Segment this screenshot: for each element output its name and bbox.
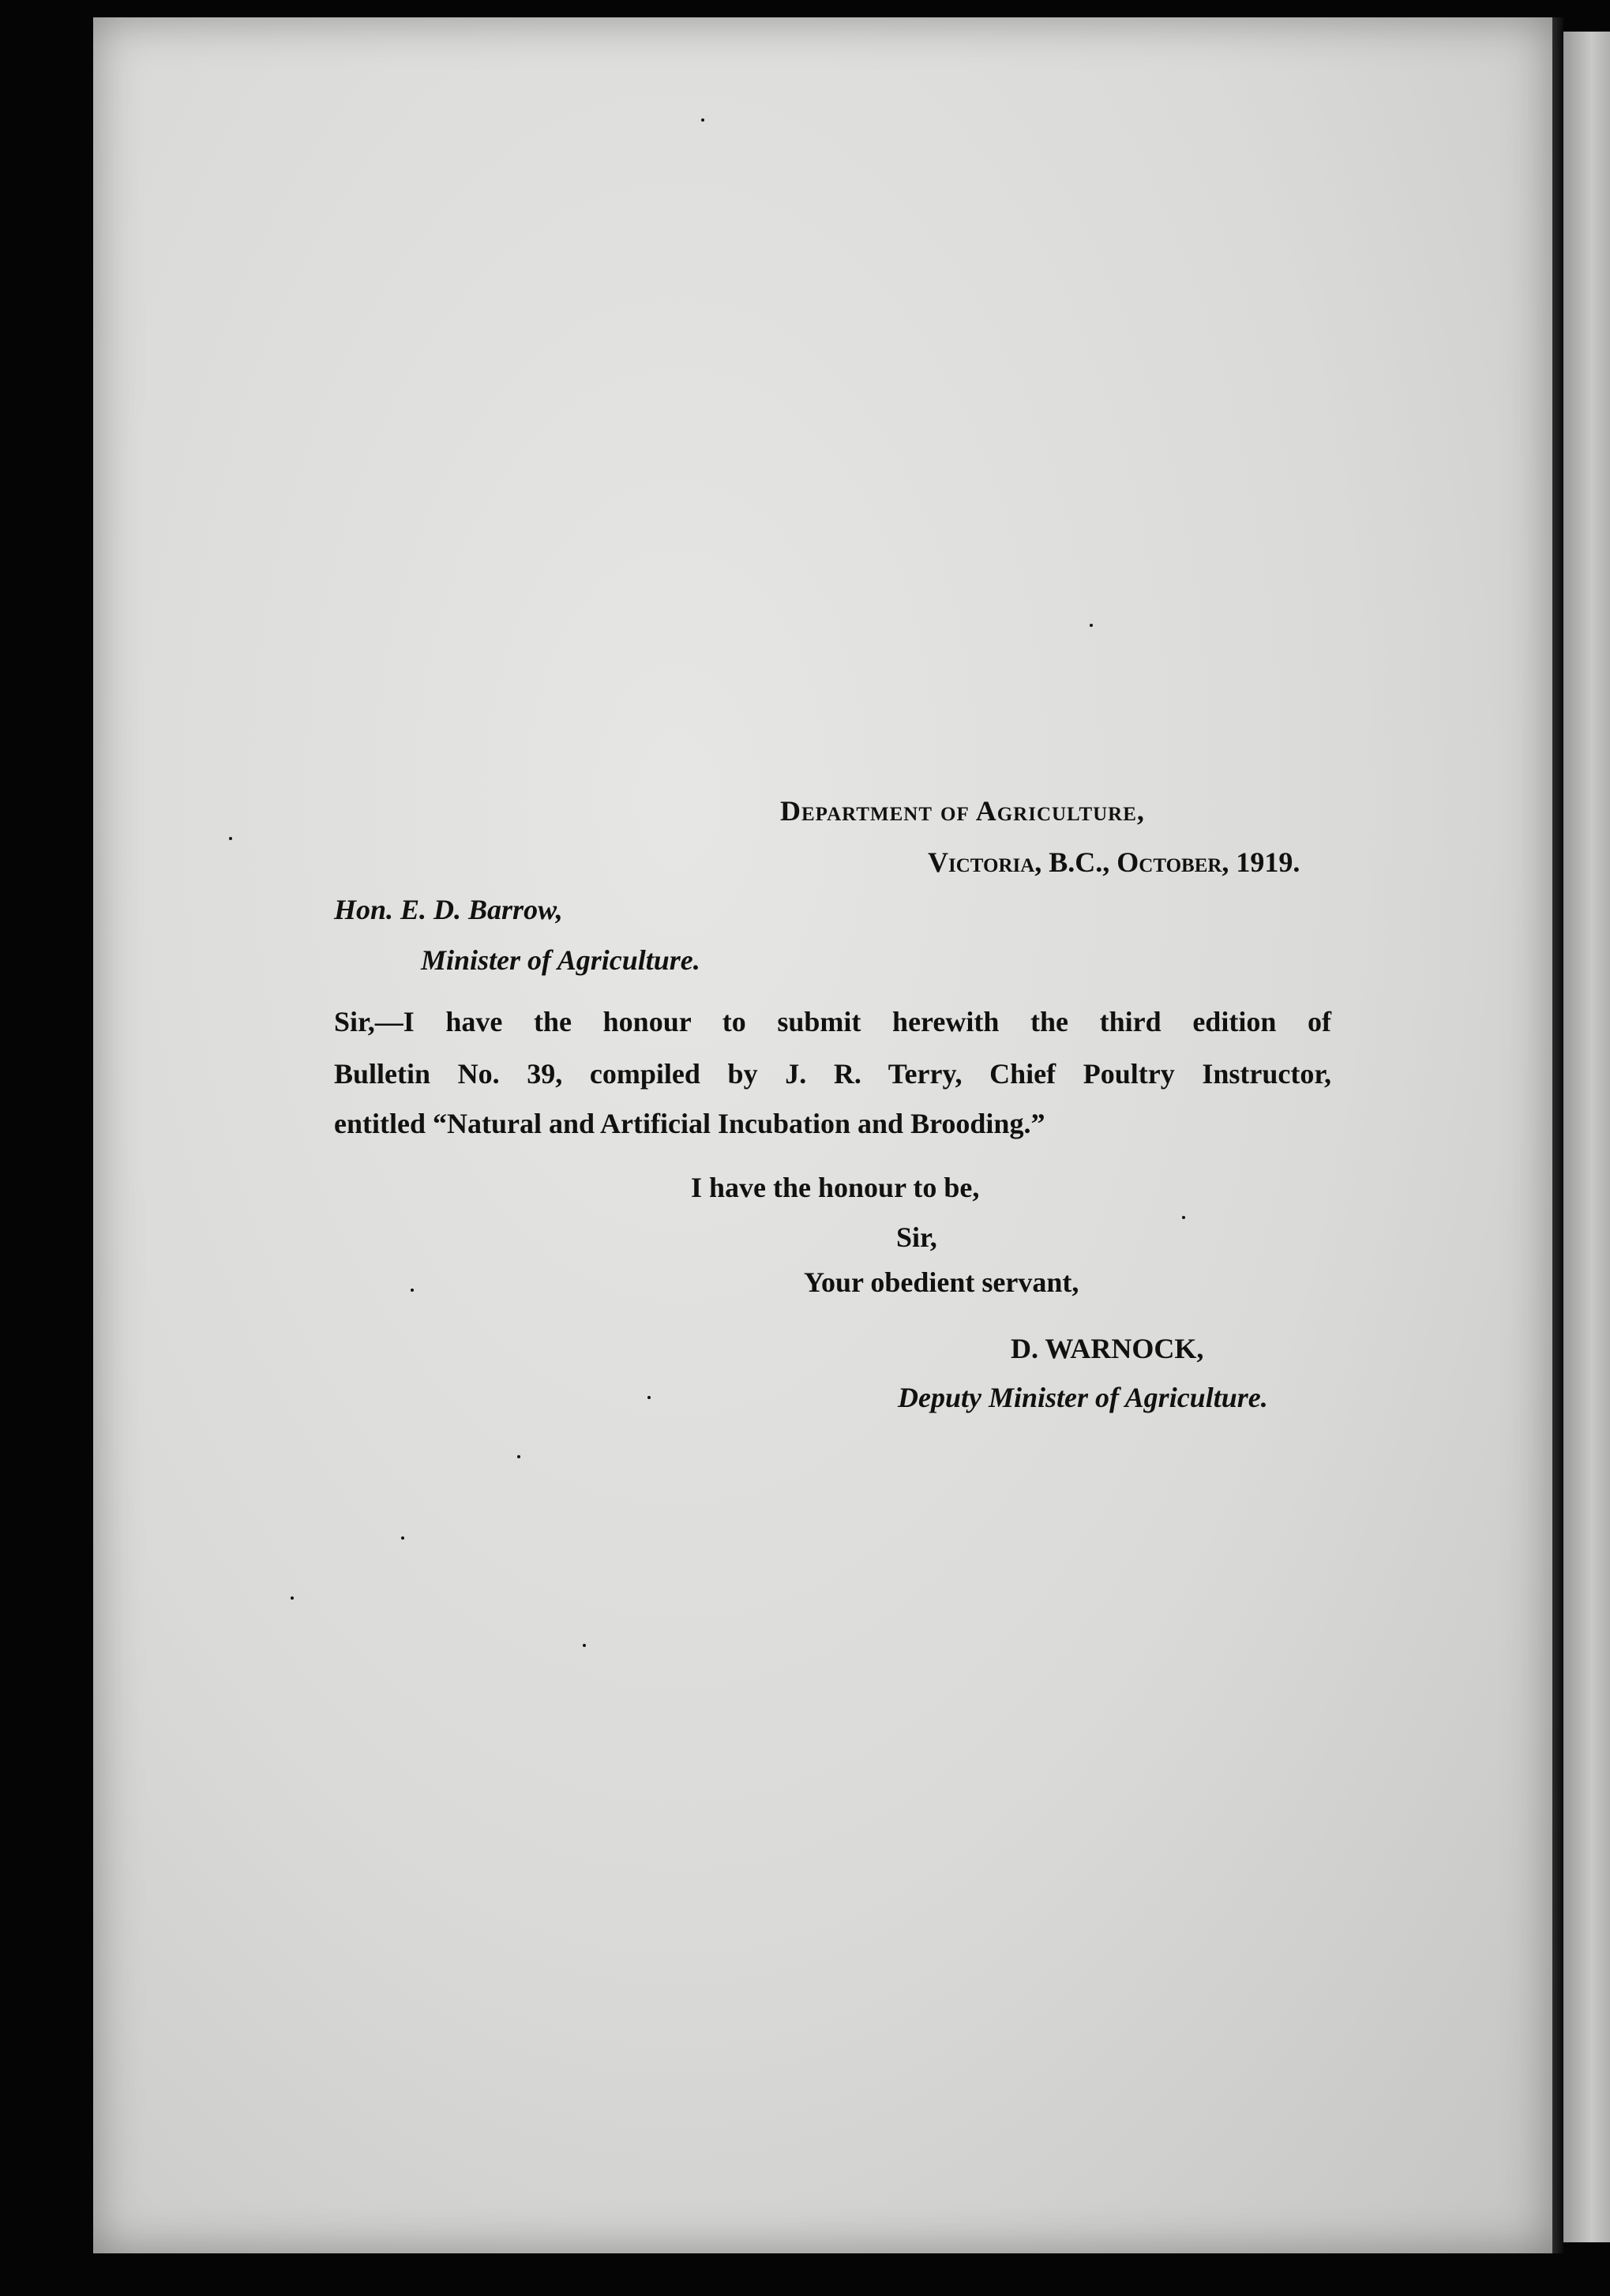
closing-line-1: I have the honour to be, bbox=[691, 1172, 980, 1203]
body-line-2: Bulletin No. 39, compiled by J. R. Terry, Chief Poultry Instructor, bbox=[334, 1058, 1331, 1090]
adjacent-page-strip bbox=[1563, 32, 1610, 2242]
scan-speck bbox=[517, 1455, 520, 1458]
scan-speck bbox=[1090, 624, 1093, 627]
scan-speck bbox=[411, 1289, 414, 1292]
scan-speck bbox=[401, 1536, 404, 1540]
closing-line-3: Your obedient servant, bbox=[804, 1266, 1079, 1298]
signature-name: D. WARNOCK, bbox=[1011, 1333, 1204, 1364]
heading-department: Department of Agriculture, bbox=[780, 795, 1145, 827]
addressee-title: Minister of Agriculture. bbox=[421, 944, 700, 976]
scan-speck bbox=[1182, 1216, 1185, 1219]
addressee-name: Hon. E. D. Barrow, bbox=[334, 894, 563, 925]
scan-speck bbox=[583, 1644, 586, 1647]
heading-place-date: Victoria, B.C., October, 1919. bbox=[928, 846, 1300, 878]
scan-speck bbox=[229, 837, 232, 840]
scan-speck bbox=[291, 1596, 294, 1600]
scan-speck bbox=[647, 1396, 651, 1399]
body-line-3: entitled “Natural and Artificial Incubation and Brooding.” bbox=[334, 1108, 1045, 1139]
scan-speck bbox=[701, 118, 704, 122]
page-edge-shadow bbox=[1552, 17, 1563, 2253]
signature-title: Deputy Minister of Agriculture. bbox=[898, 1382, 1268, 1413]
closing-line-2: Sir, bbox=[896, 1221, 937, 1253]
body-line-1: Sir,—I have the honour to submit herewith the third edition of bbox=[334, 1006, 1331, 1037]
